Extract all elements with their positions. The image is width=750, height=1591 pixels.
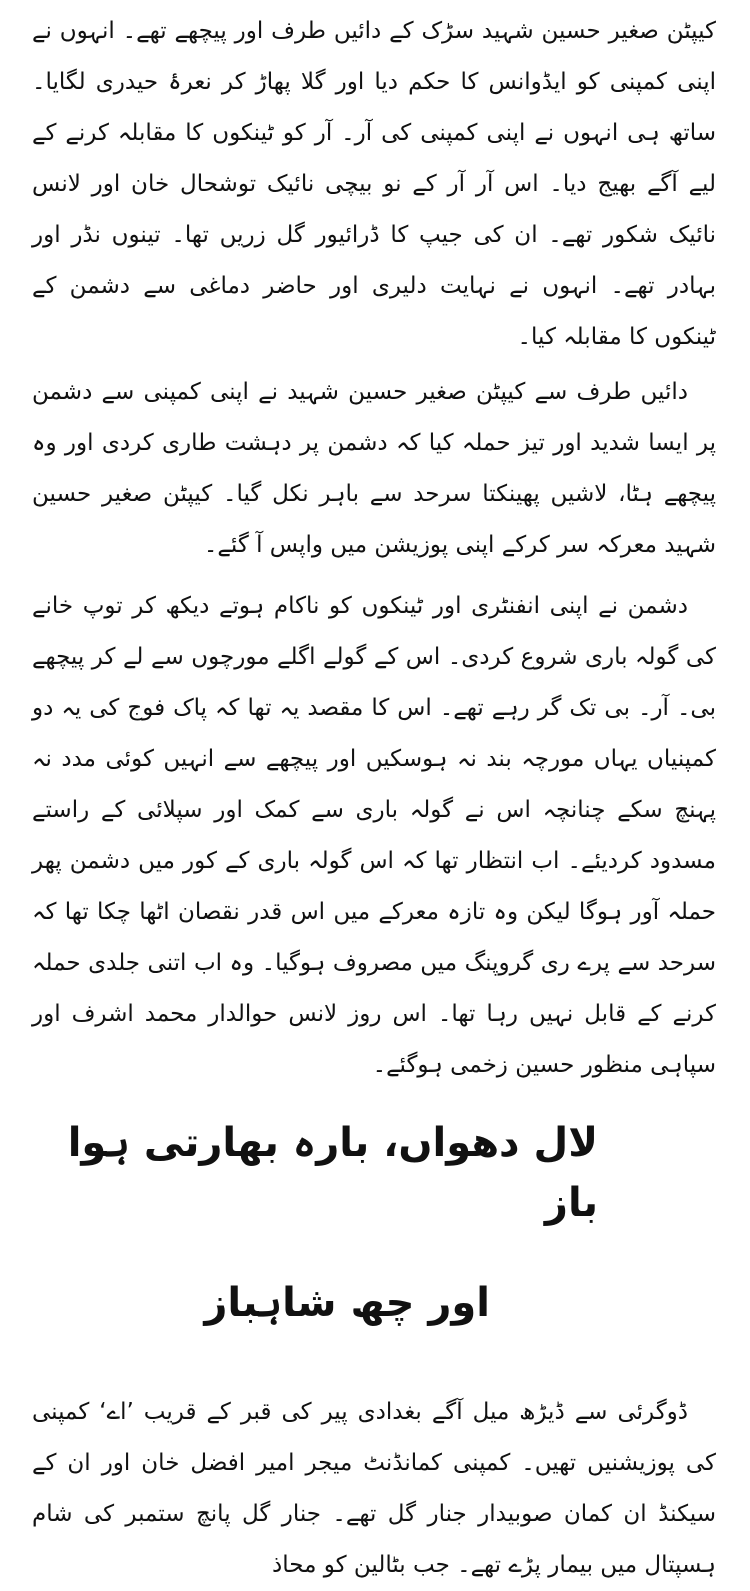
- paragraph-4: ڈوگرئی سے ڈیڑھ میل آگے بغدادی پیر کی قبر کے قریب ’اے‘ کمپنی کی پوزیشنیں تھیں۔ کمپنی کمانڈنٹ میجر امیر افضل خان اور ان کے سیکنڈ ان کمان صوبیدار جنار گل تھے۔ جنار گل پانچ ستمبر کی شام ہسپتال میں بیمار پڑے تھے۔ جب بٹالین کو محاذ: [32, 1399, 716, 1578]
- paragraph-3: دشمن نے اپنی انفنٹری اور ٹینکوں کو ناکام ہوتے دیکھ کر توپ خانے کی گولہ باری شروع کردی۔ اس کے گولے اگلے مورچوں سے لے کر پیچھے بی۔ آر۔ بی تک گر رہے تھے۔ اس کا مقصد یہ تھا کہ پاک فوج کی یہ دو کمپنیاں یہاں مورچہ بند نہ ہوسکیں اور پیچھے سے انہیں کوئی مدد نہ پہنچ سکے چنانچہ اس نے گولہ باری سے کمک اور سپلائی کے راستے مسدود کردیئے۔ اب انتظار تھا کہ اس گولہ باری کے کور میں دشمن پھر حملہ آور ہوگا لیکن وہ تازہ معرکے میں اس قدر نقصان اٹھا چکا تھا کہ سرحد سے پرے ری گروپنگ میں مصروف ہوگیا۔ وہ اب اتنی جلدی حملہ کرنے کے قابل نہیں رہا تھا۔ اس روز لانس حوالدار محمد اشرف اور سپاہی منظور حسین زخمی ہوگئے۔: [32, 593, 716, 1078]
- section-heading-line-2: اور چھ شاہباز: [204, 1280, 490, 1326]
- paragraph-2: دائیں طرف سے کیپٹن صغیر حسین شہید نے اپنی کمپنی سے دشمن پر ایسا شدید اور تیز حملہ کیا کہ دشمن پر دہشت طاری کردی اور وہ پیچھے ہٹا، لاشیں پھینکتا سرحد سے باہر نکل گیا۔ کیپٹن صغیر حسین شہید معرکہ سر کرکے اپنی پوزیشن میں واپس آ گئے۔: [32, 379, 716, 558]
- section-heading-line-1: لال دھواں، بارہ بھارتی ہوا باز: [67, 1120, 598, 1226]
- paragraph-1: کیپٹن صغیر حسین شہید سڑک کے دائیں طرف اور پیچھے تھے۔ انہوں نے اپنی کمپنی کو ایڈوانس کا حکم دیا اور گلا پھاڑ کر نعرۂ حیدری لگایا۔ ساتھ ہی انہوں نے اپنی کمپنی کی آر۔ آر کو ٹینکوں کا مقابلہ کرنے کے لیے آگے بھیج دیا۔ اس آر آر کے نو بیچی نائیک توشحال خان اور لانس نائیک شکور تھے۔ ان کی جیپ کا ڈرائیور گل زریں تھا۔ تینوں نڈر اور بہادر تھے۔ انہوں نے نہایت دلیری اور حاضر دماغی سے دشمن کے ٹینکوں کا مقابلہ کیا۔: [32, 18, 716, 350]
